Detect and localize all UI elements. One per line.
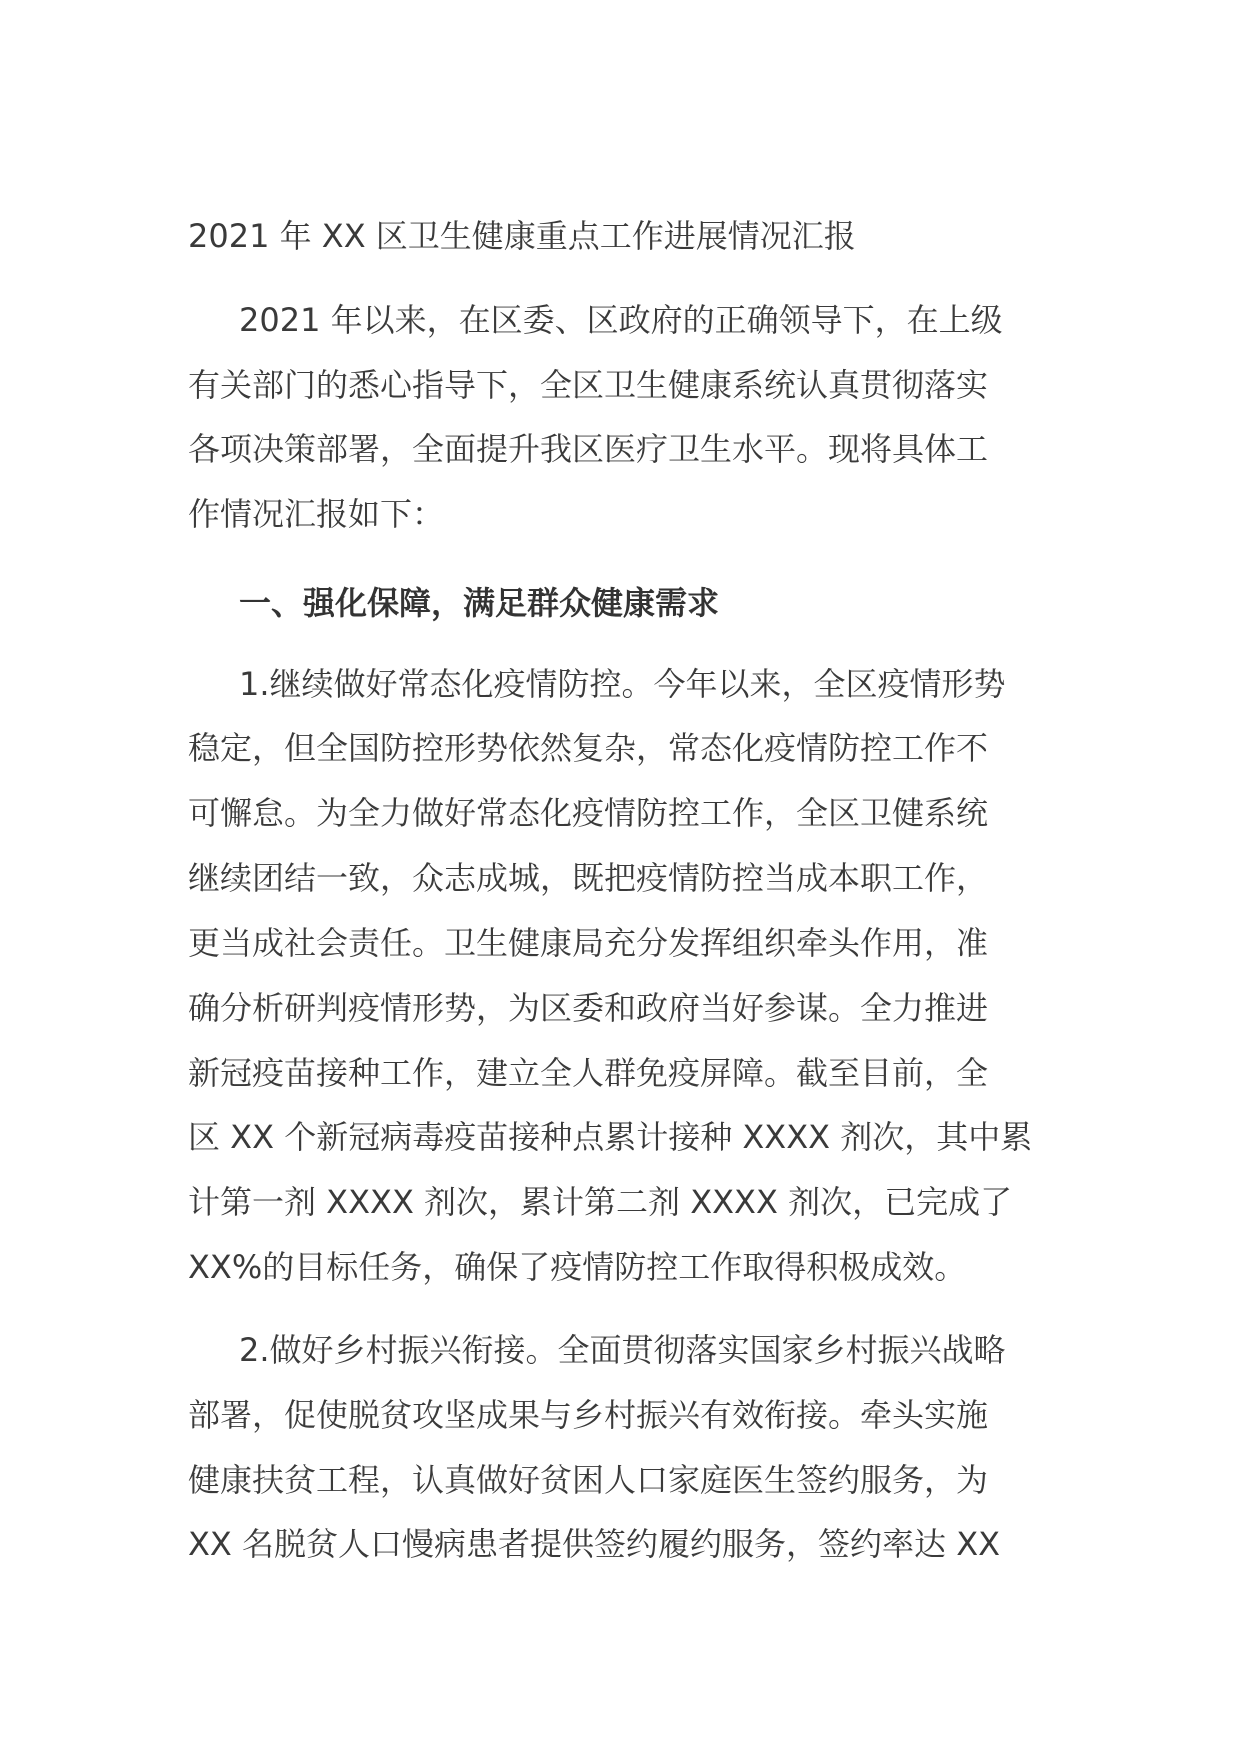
item-1-line-6: 确分析研判疫情形势，为区委和政府当好参谋。全力推进 <box>188 989 989 1027</box>
item-1-line-3: 可懈怠。为全力做好常态化疫情防控工作，全区卫健系统 <box>188 794 989 832</box>
document-title: 2021 年 XX 区卫生健康重点工作进展情况汇报 <box>188 217 856 255</box>
intro-line-2: 有关部门的悉心指导下，全区卫生健康系统认真贯彻落实 <box>188 366 989 404</box>
item-1-line-5: 更当成社会责任。卫生健康局充分发挥组织牵头作用，准 <box>188 924 989 962</box>
item-2-line-2: 部署，促使脱贫攻坚成果与乡村振兴有效衔接。牵头实施 <box>188 1396 989 1434</box>
section-1-heading: 一、强化保障，满足群众健康需求 <box>239 584 720 622</box>
item-1-line-8: 区 XX 个新冠病毒疫苗接种点累计接种 XXXX 剂次，其中累 <box>188 1118 1033 1156</box>
intro-line-4: 作情况汇报如下： <box>188 495 445 533</box>
item-1-line-10: XX%的目标任务，确保了疫情防控工作取得积极成效。 <box>188 1248 967 1286</box>
item-1-line-9: 计第一剂 XXXX 剂次，累计第二剂 XXXX 剂次，已完成了 <box>188 1183 1013 1221</box>
intro-line-1: 2021 年以来，在区委、区政府的正确领导下，在上级 <box>239 301 1003 339</box>
item-2-line-1: 2.做好乡村振兴衔接。全面贯彻落实国家乡村振兴战略 <box>239 1331 1006 1369</box>
item-1-line-2: 稳定，但全国防控形势依然复杂，常态化疫情防控工作不 <box>188 729 989 767</box>
item-1-line-1: 1.继续做好常态化疫情防控。今年以来，全区疫情形势 <box>239 665 1006 703</box>
intro-line-3: 各项决策部署，全面提升我区医疗卫生水平。现将具体工 <box>188 430 989 468</box>
item-2-line-4: XX 名脱贫人口慢病患者提供签约履约服务，签约率达 XX <box>188 1525 1001 1563</box>
item-1-line-4: 继续团结一致，众志成城，既把疫情防控当成本职工作， <box>188 859 989 897</box>
item-1-line-7: 新冠疫苗接种工作，建立全人群免疫屏障。截至目前，全 <box>188 1054 989 1092</box>
item-2-line-3: 健康扶贫工程，认真做好贫困人口家庭医生签约服务，为 <box>188 1461 989 1499</box>
